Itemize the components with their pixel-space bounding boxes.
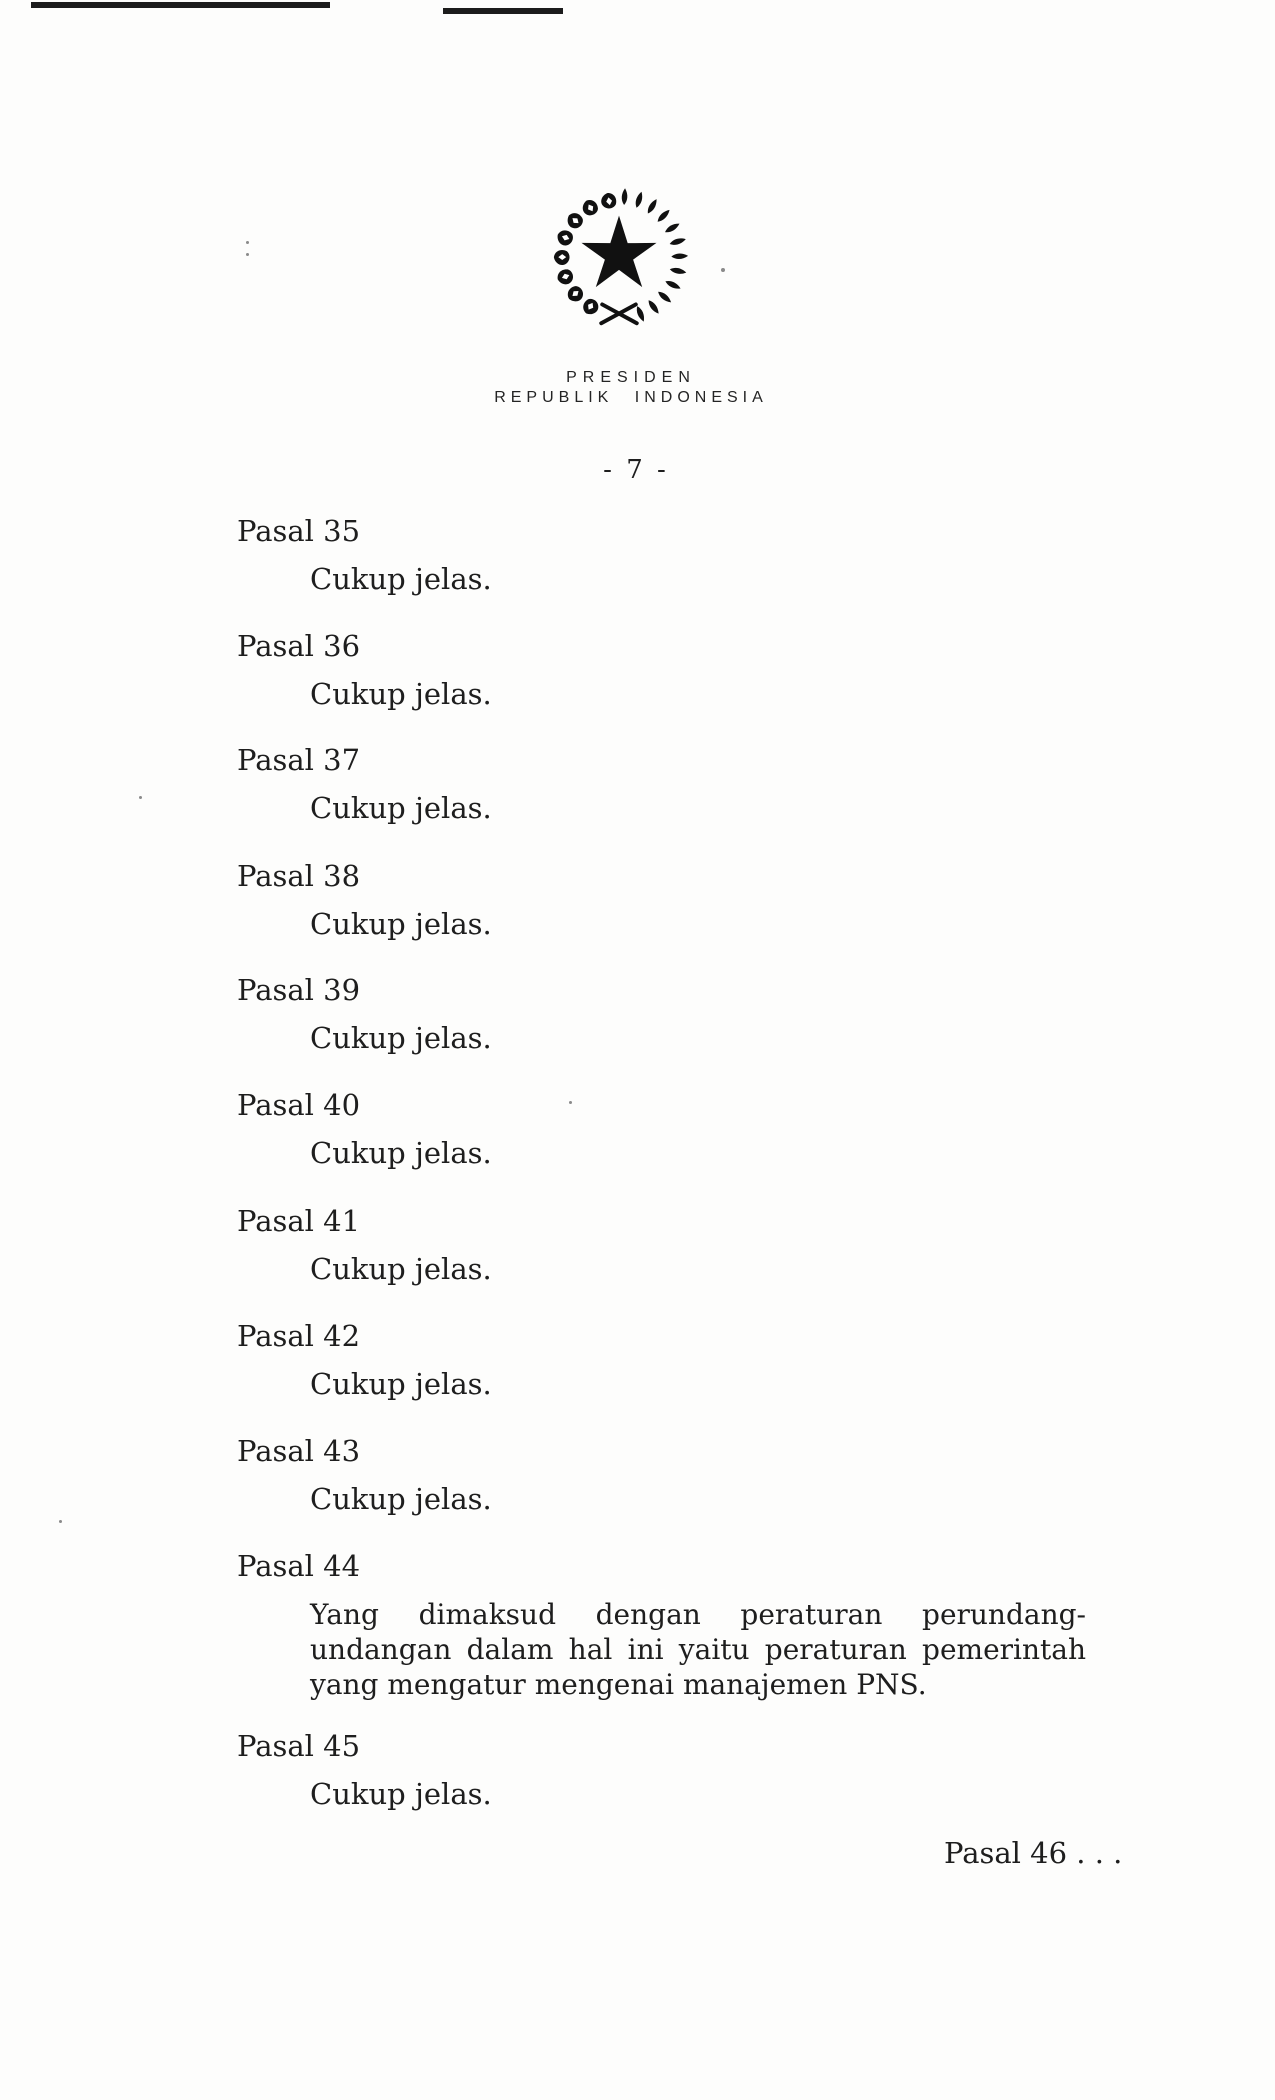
article-label: Pasal 39 <box>237 973 361 1007</box>
article-body: Cukup jelas. <box>310 1136 492 1170</box>
article-label: Pasal 36 <box>237 629 361 663</box>
article-pasal-44 <box>237 1549 1086 1702</box>
scan-speck <box>59 1520 62 1523</box>
article-pasal-38 <box>237 859 492 942</box>
article-label: Pasal 44 <box>237 1549 361 1583</box>
scan-speck <box>139 796 142 799</box>
article-label: Pasal 37 <box>237 743 361 777</box>
scan-artifact-bar <box>31 2 330 8</box>
article-label: Pasal 38 <box>237 859 361 893</box>
article-body: Cukup jelas. <box>310 907 492 941</box>
article-pasal-43 <box>237 1434 492 1517</box>
article-pasal-42 <box>237 1319 492 1402</box>
letterhead-line-republik-indonesia: REPUBLIK INDONESIA <box>494 389 768 406</box>
article-label: Pasal 40 <box>237 1088 361 1122</box>
scan-speck <box>569 1101 572 1104</box>
scan-artifact-bar <box>443 8 563 14</box>
scan-speck <box>246 241 249 244</box>
article-label: Pasal 45 <box>237 1729 361 1763</box>
scan-speck <box>721 268 725 272</box>
article-pasal-45 <box>237 1729 492 1812</box>
article-body: Yang dimaksud dengan peraturan perundang-undangan dalam hal ini yaitu peraturan pemerintah yang mengatur mengenai manajemen PNS. <box>310 1598 1086 1701</box>
article-body: Cukup jelas. <box>310 1021 492 1055</box>
article-body: Cukup jelas. <box>310 791 492 825</box>
article-pasal-39 <box>237 973 492 1056</box>
article-label: Pasal 35 <box>237 514 361 548</box>
article-pasal-36 <box>237 629 492 712</box>
letterhead-line-presiden: PRESIDEN <box>566 369 696 386</box>
article-pasal-41 <box>237 1204 492 1287</box>
article-pasal-35 <box>237 514 492 597</box>
article-pasal-40 <box>237 1088 492 1171</box>
article-body: Cukup jelas. <box>310 677 492 711</box>
article-label: Pasal 43 <box>237 1434 361 1468</box>
article-body: Cukup jelas. <box>310 1252 492 1286</box>
article-body: Cukup jelas. <box>310 562 492 596</box>
article-label: Pasal 41 <box>237 1204 361 1238</box>
continuation-note: Pasal 46 . . . <box>944 1836 1123 1870</box>
article-body: Cukup jelas. <box>310 1482 492 1516</box>
article-label: Pasal 42 <box>237 1319 361 1353</box>
article-pasal-37 <box>237 743 492 826</box>
article-body: Cukup jelas. <box>310 1777 492 1811</box>
article-body: Cukup jelas. <box>310 1367 492 1401</box>
page-number: - 7 - <box>603 455 669 485</box>
presidential-star-wreath-emblem-icon <box>540 186 698 339</box>
